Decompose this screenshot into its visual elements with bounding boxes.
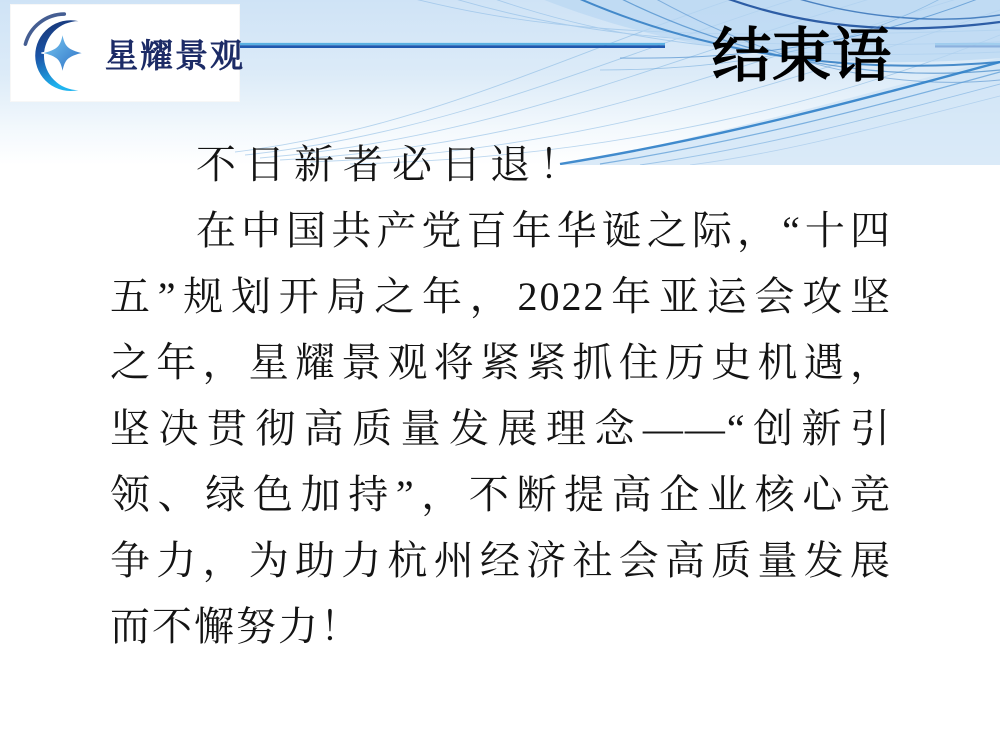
body-line: 坚决贯彻高质量发展理念——“创新引 xyxy=(110,406,892,451)
logo-text: 星耀景观 xyxy=(105,38,245,75)
body-line: 争力，为助力杭州经济社会高质量发展 xyxy=(110,538,892,583)
company-logo xyxy=(10,4,245,102)
body-line: 不日新者必日退！ xyxy=(196,142,588,187)
body-line: 在中国共产党百年华诞之际，“十四 xyxy=(196,208,892,253)
slide-title: 结束语 xyxy=(712,23,893,89)
body-line: 之年，星耀景观将紧紧抓住历史机遇， xyxy=(110,340,892,385)
body-line: 而不懈努力！ xyxy=(110,604,362,649)
body-text-block xyxy=(110,132,892,660)
body-line: 五”规划开局之年，2022年亚运会攻坚 xyxy=(110,274,892,319)
logo-crescent-star-icon xyxy=(13,7,105,99)
body-line: 领、绿色加持”，不断提高企业核心竞 xyxy=(110,472,892,517)
